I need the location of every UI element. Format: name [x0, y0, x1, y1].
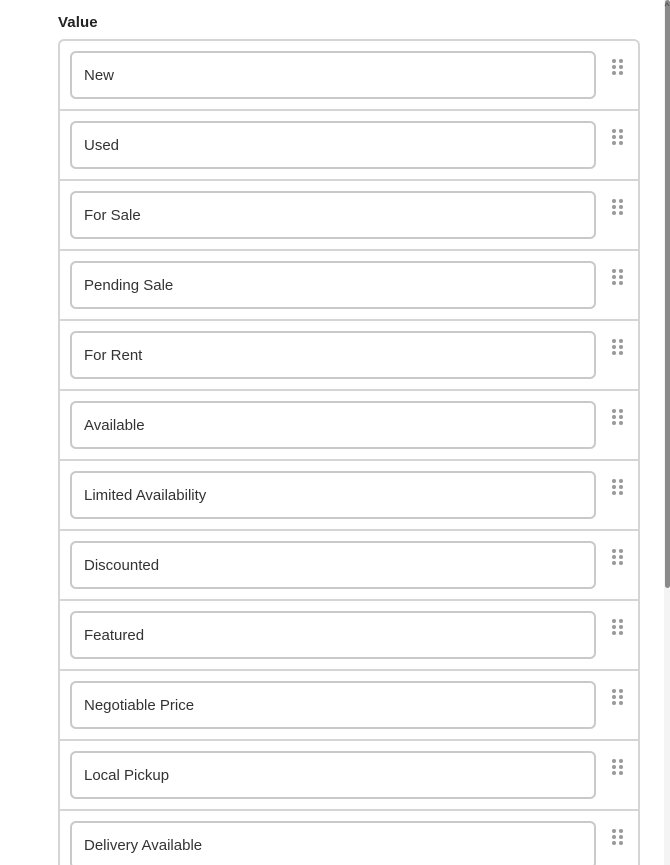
list-item [60, 461, 638, 531]
drag-handle-icon[interactable] [608, 757, 628, 779]
list-item [60, 601, 638, 671]
drag-handle-icon[interactable] [608, 687, 628, 709]
scroll-up-arrow-icon[interactable] [664, 0, 670, 8]
list-item [60, 741, 638, 811]
list-item [60, 251, 638, 321]
value-input[interactable] [70, 331, 596, 379]
scrollbar-thumb[interactable] [665, 0, 670, 588]
value-input[interactable] [70, 471, 596, 519]
drag-handle-icon[interactable] [608, 477, 628, 499]
drag-handle-icon[interactable] [608, 267, 628, 289]
drag-handle-icon[interactable] [608, 127, 628, 149]
drag-handle-icon[interactable] [608, 197, 628, 219]
value-input[interactable] [70, 541, 596, 589]
value-input[interactable] [70, 51, 596, 99]
value-input[interactable] [70, 121, 596, 169]
value-input[interactable] [70, 681, 596, 729]
list-item [60, 811, 638, 865]
value-input[interactable] [70, 191, 596, 239]
value-list [58, 39, 640, 865]
value-input[interactable] [70, 261, 596, 309]
drag-handle-icon[interactable] [608, 337, 628, 359]
value-input[interactable] [70, 611, 596, 659]
drag-handle-icon[interactable] [608, 827, 628, 849]
list-item [60, 111, 638, 181]
list-item [60, 391, 638, 461]
drag-handle-icon[interactable] [608, 407, 628, 429]
value-heading: Value [58, 14, 98, 31]
list-item [60, 181, 638, 251]
list-item [60, 321, 638, 391]
drag-handle-icon[interactable] [608, 617, 628, 639]
drag-handle-icon[interactable] [608, 547, 628, 569]
list-item [60, 531, 638, 601]
value-input[interactable] [70, 751, 596, 799]
list-item [60, 41, 638, 111]
value-input[interactable] [70, 401, 596, 449]
value-input[interactable] [70, 821, 596, 865]
list-item [60, 671, 638, 741]
scrollbar[interactable] [664, 0, 670, 865]
drag-handle-icon[interactable] [608, 57, 628, 79]
